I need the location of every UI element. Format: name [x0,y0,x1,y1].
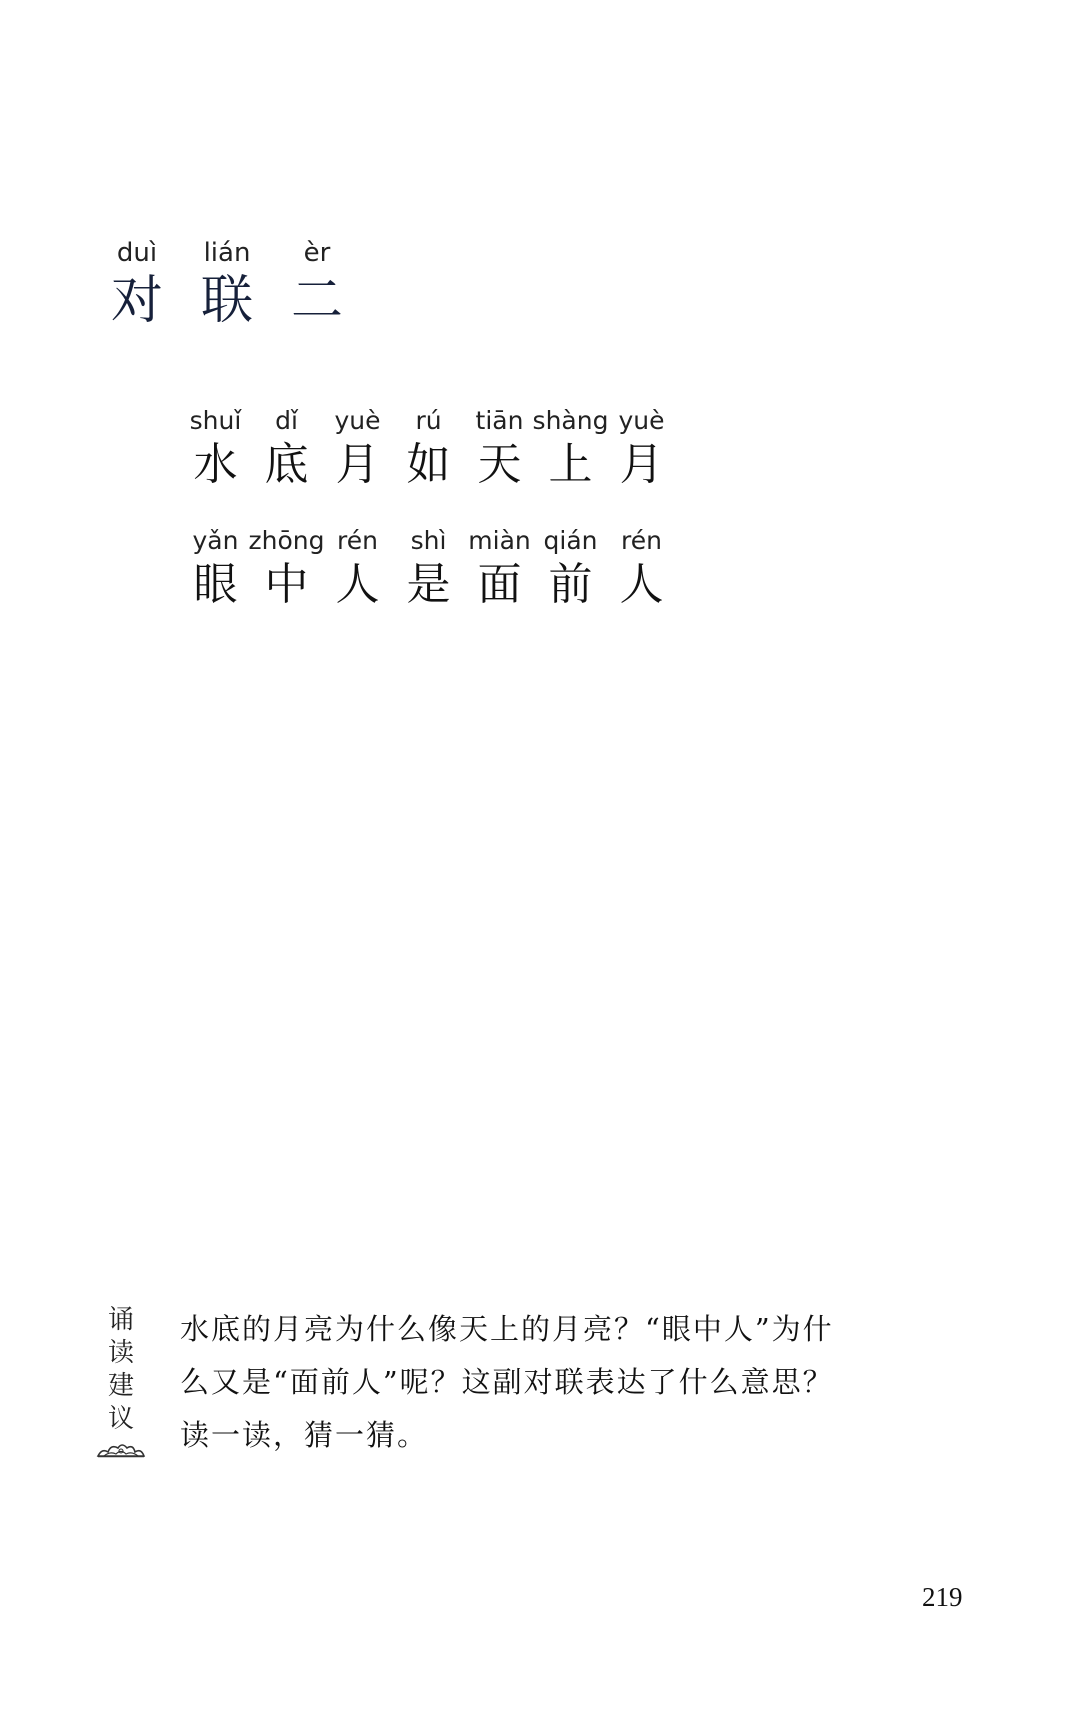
hanzi: 如 [406,439,451,490]
pinyin: rén [621,526,662,555]
pinyin: èr [303,238,331,268]
hanzi: 联 [200,271,253,331]
pinyin: miàn [468,526,531,555]
hanzi: 天 [477,439,522,490]
hanzi: 人 [335,559,380,610]
couplet-line-2 [180,524,677,612]
hanzi: 是 [406,559,451,610]
pinyin: yǎn [192,526,239,555]
hanzi: 对 [110,271,163,331]
couplet-char [180,404,251,492]
couplet-char [464,524,535,612]
page-number: 219 [922,1582,963,1612]
couplet-char [248,524,325,612]
pinyin: qián [543,526,598,555]
hanzi: 上 [548,439,593,490]
hanzi: 人 [619,559,664,610]
hanzi: 二 [290,271,343,331]
pinyin: lián [203,238,251,268]
pinyin: rú [415,406,442,435]
hanzi: 月 [619,439,664,490]
pinyin: tiān [475,406,524,435]
couplet-char [464,404,535,492]
pinyin: dǐ [275,406,298,435]
tip-label-char: 建 [107,1371,134,1401]
reading-tip-text [180,1303,910,1462]
pinyin: rén [337,526,378,555]
couplet-char [251,404,322,492]
couplet-line-1 [180,404,677,492]
tip-line: 么又是“面前人”呢？这副对联表达了什么意思？ [180,1365,834,1399]
pinyin: shàng [532,406,609,435]
pinyin: duì [116,238,158,268]
hanzi: 水 [193,439,238,490]
tip-line: 水底的月亮为什么像天上的月亮？“眼中人”为什 [180,1312,834,1346]
couplet-char [180,524,251,612]
tip-line: 读一读，猜一猜。 [180,1418,429,1452]
tip-label-char: 读 [107,1338,134,1368]
couplet-char [606,404,677,492]
pinyin: zhōng [248,526,325,555]
couplet-char [393,404,464,492]
hanzi: 月 [335,439,380,490]
tip-label-char: 议 [107,1404,134,1434]
cloud-ornament-icon [96,1442,146,1458]
title-char [182,236,272,332]
couplet-char [393,524,464,612]
hanzi: 底 [264,439,309,490]
reading-tip-label [96,1304,146,1458]
title-char [272,236,362,332]
couplet-char [322,524,393,612]
couplet-char [322,404,393,492]
pinyin: yuè [618,406,665,435]
page-title [92,236,362,332]
hanzi: 眼 [193,559,238,610]
couplet-char [606,524,677,612]
hanzi: 前 [548,559,593,610]
hanzi: 面 [477,559,522,610]
pinyin: yuè [334,406,381,435]
couplet-char [532,404,609,492]
hanzi: 中 [264,559,309,610]
tip-label-char: 诵 [107,1305,134,1335]
pinyin: shì [410,526,447,555]
couplet-char [535,524,606,612]
pinyin: shuǐ [189,406,242,435]
title-char [92,236,182,332]
